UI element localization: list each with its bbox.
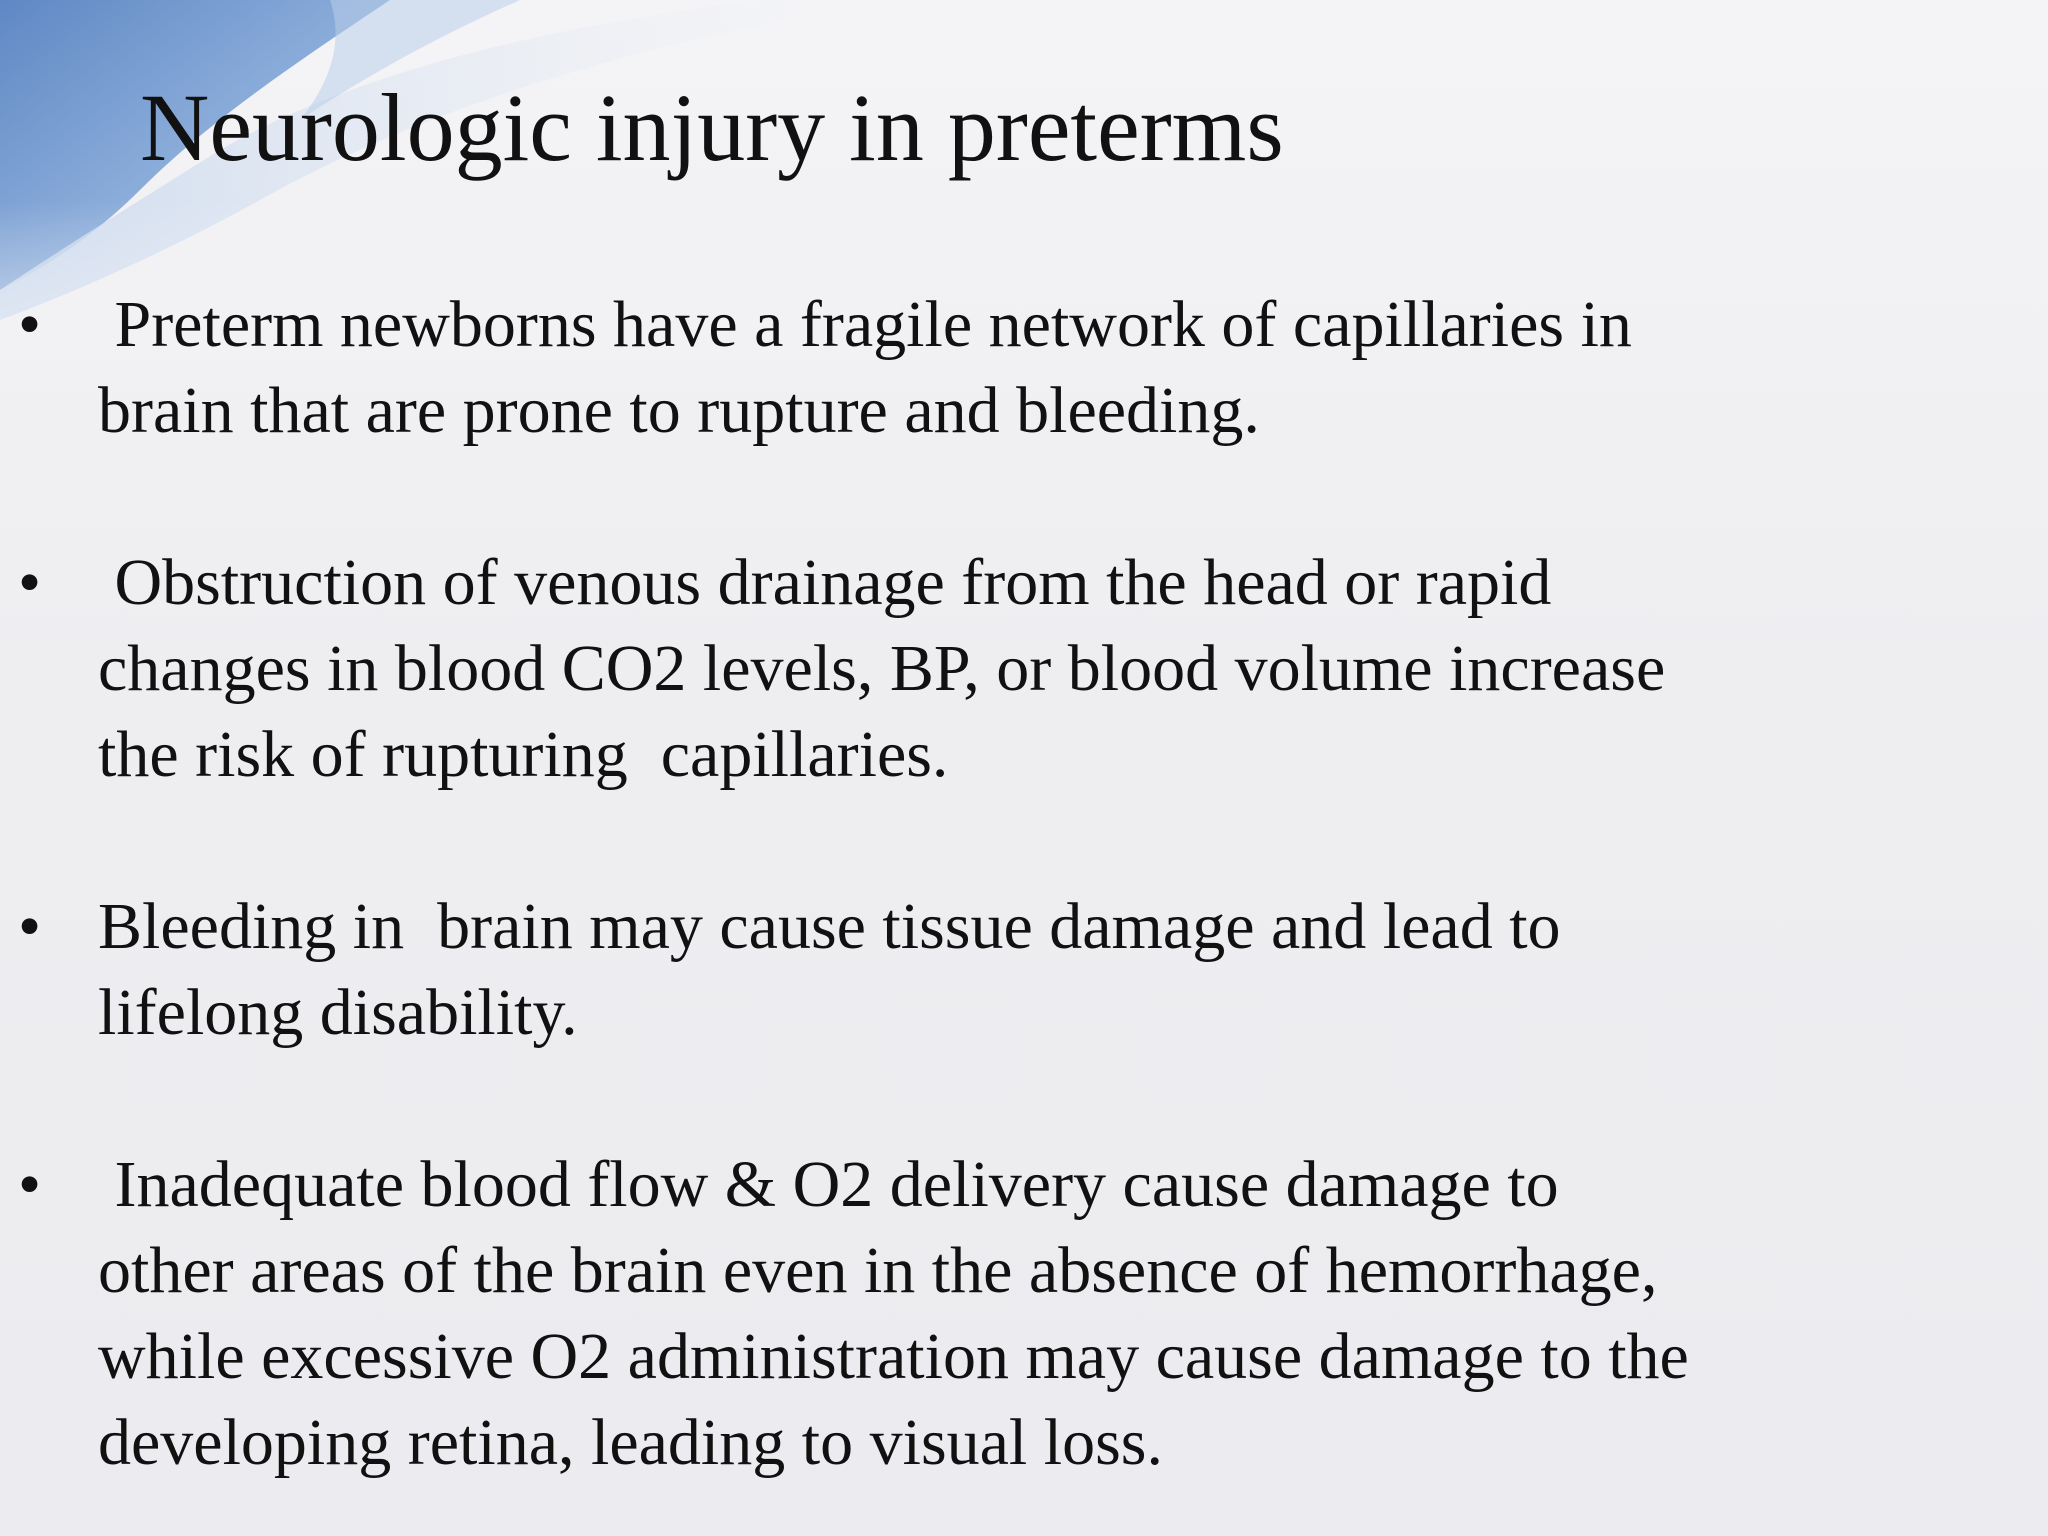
bullet-marker: • <box>18 288 42 361</box>
bullet-line: changes in blood CO2 levels, BP, or blood volume increase <box>98 632 1666 705</box>
bullet-line: Preterm newborns have a fragile network of capillaries in <box>98 288 1632 361</box>
bullet-line: other areas of the brain even in the absence of hemorrhage, <box>98 1234 1658 1307</box>
bullet-marker: • <box>18 546 42 619</box>
bullet-text <box>98 540 2038 798</box>
bullet-text <box>98 282 2038 454</box>
bullet-line: Bleeding in brain may cause tissue damage and lead to <box>98 890 1561 963</box>
bullet-line: while excessive O2 administration may cause damage to the <box>98 1320 1689 1393</box>
bullet-line: the risk of rupturing capillaries. <box>98 718 949 791</box>
slide-title: Neurologic injury in preterms <box>140 74 1284 181</box>
bullet-line: Inadequate blood flow & O2 delivery cause damage to <box>98 1148 1559 1221</box>
bullet-text <box>98 1142 2038 1486</box>
bullet-line: Obstruction of venous drainage from the head or rapid <box>98 546 1552 619</box>
bullet-marker: • <box>18 890 42 963</box>
bullet-line: developing retina, leading to visual loss. <box>98 1406 1163 1479</box>
bullet-line: lifelong disability. <box>98 976 578 1049</box>
bullet-marker: • <box>18 1148 42 1221</box>
bullet-line: brain that are prone to rupture and bleeding. <box>98 374 1260 447</box>
bullet-text <box>98 884 2038 1056</box>
